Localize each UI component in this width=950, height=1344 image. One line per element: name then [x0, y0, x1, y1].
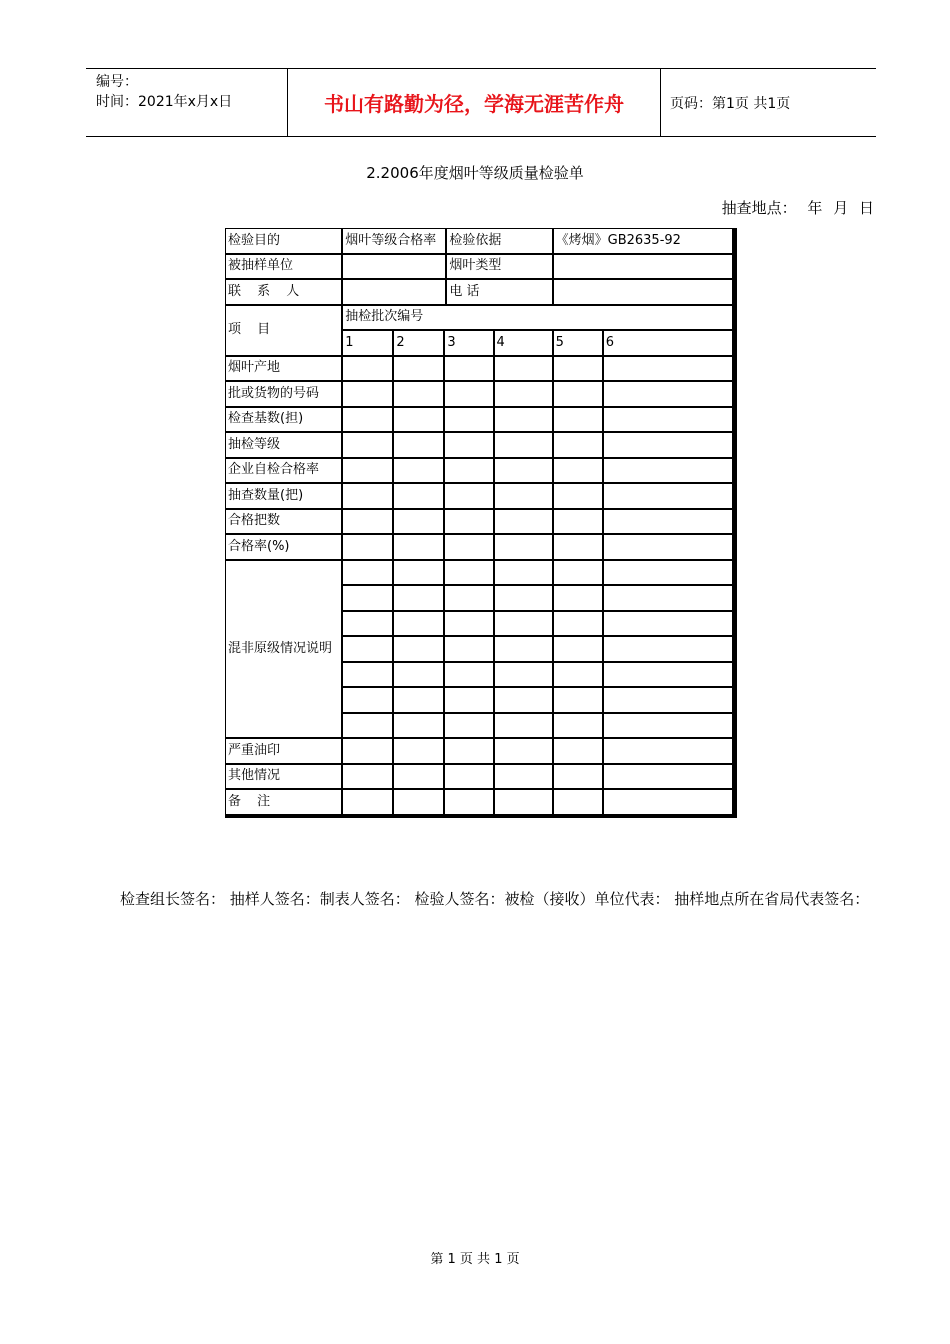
- data-cell[interactable]: [445, 612, 494, 638]
- row-label-oil-stain: 严重油印: [226, 739, 343, 765]
- inspection-place: [716, 197, 874, 218]
- data-cell[interactable]: [343, 357, 394, 383]
- basis-value[interactable]: 《烤烟》GB2635-92: [554, 229, 734, 255]
- data-cell[interactable]: [554, 790, 604, 816]
- basis-label: 检验依据: [445, 229, 553, 255]
- row-label-origin: 烟叶产地: [226, 357, 343, 383]
- row-label-grade: 抽检等级: [226, 433, 343, 459]
- data-cell[interactable]: [604, 357, 734, 383]
- data-cell[interactable]: [554, 714, 604, 740]
- data-cell[interactable]: [554, 357, 604, 383]
- table-row: [226, 382, 734, 408]
- data-cell[interactable]: [445, 459, 494, 485]
- data-cell[interactable]: [394, 739, 445, 765]
- time-label: 时间：2021年x月x日: [96, 94, 233, 110]
- data-cell[interactable]: [343, 459, 394, 485]
- data-cell[interactable]: [495, 790, 554, 816]
- batch-number: 4: [495, 331, 554, 357]
- data-cell[interactable]: [394, 510, 445, 536]
- data-cell[interactable]: [604, 688, 734, 714]
- data-cell[interactable]: [495, 484, 554, 510]
- data-cell[interactable]: [343, 484, 394, 510]
- data-cell[interactable]: [394, 586, 445, 612]
- data-cell[interactable]: [554, 739, 604, 765]
- batch-number: 3: [445, 331, 494, 357]
- data-cell[interactable]: [495, 357, 554, 383]
- data-cell[interactable]: [604, 535, 734, 561]
- row-label-lot-number: 批或货物的号码: [226, 382, 343, 408]
- table-row: [226, 535, 734, 561]
- data-cell[interactable]: [495, 688, 554, 714]
- data-cell[interactable]: [394, 561, 445, 587]
- data-cell[interactable]: [394, 714, 445, 740]
- data-cell[interactable]: [445, 484, 494, 510]
- data-cell[interactable]: [343, 408, 394, 434]
- phone-label: 电 话: [445, 280, 553, 306]
- serial-label: 编号：: [96, 74, 138, 90]
- batch-number: 1: [343, 331, 394, 357]
- data-cell[interactable]: [495, 433, 554, 459]
- data-cell[interactable]: [343, 739, 394, 765]
- data-cell[interactable]: [604, 408, 734, 434]
- data-cell[interactable]: [495, 459, 554, 485]
- data-cell[interactable]: [554, 637, 604, 663]
- data-cell[interactable]: [445, 382, 494, 408]
- table-row: [226, 459, 734, 485]
- data-cell[interactable]: [394, 459, 445, 485]
- table-row: [226, 484, 734, 510]
- data-cell[interactable]: [604, 739, 734, 765]
- data-cell[interactable]: [445, 739, 494, 765]
- sampled-unit-value[interactable]: [343, 255, 445, 281]
- data-cell[interactable]: [394, 433, 445, 459]
- data-cell[interactable]: [343, 637, 394, 663]
- table-row: [226, 408, 734, 434]
- data-cell[interactable]: [554, 459, 604, 485]
- data-cell[interactable]: [604, 459, 734, 485]
- data-cell[interactable]: [445, 510, 494, 536]
- date-month: 月: [833, 199, 849, 217]
- data-cell[interactable]: [495, 714, 554, 740]
- data-cell[interactable]: [495, 765, 554, 791]
- data-cell[interactable]: [445, 561, 494, 587]
- data-cell[interactable]: [495, 637, 554, 663]
- data-cell[interactable]: [445, 688, 494, 714]
- date-year: 年: [807, 199, 823, 217]
- data-cell[interactable]: [495, 408, 554, 434]
- data-cell[interactable]: [445, 408, 494, 434]
- data-cell[interactable]: [445, 586, 494, 612]
- data-cell[interactable]: [554, 408, 604, 434]
- data-cell[interactable]: [495, 510, 554, 536]
- table-row: [226, 306, 734, 332]
- contact-value[interactable]: [343, 280, 445, 306]
- row-label-qualified-count: 合格把数: [226, 510, 343, 536]
- data-cell[interactable]: [554, 484, 604, 510]
- data-cell[interactable]: [554, 382, 604, 408]
- batch-number: 5: [554, 331, 604, 357]
- data-cell[interactable]: [394, 663, 445, 689]
- phone-value[interactable]: [554, 280, 734, 306]
- data-cell[interactable]: [495, 739, 554, 765]
- row-label-qualified-rate: 合格率(%): [226, 535, 343, 561]
- table-row: [226, 255, 734, 281]
- data-cell[interactable]: [554, 688, 604, 714]
- signature-line: 检查组长签名： 抽样人签名：制表人签名： 检验人签名：被检（接收）单位代表： 抽样地点所在省局代表签名：: [120, 890, 870, 908]
- date-day: 日: [858, 199, 874, 217]
- row-label-remarks: 备 注: [226, 790, 343, 816]
- data-cell[interactable]: [445, 535, 494, 561]
- header-page-info: 页码：第1页 共1页: [670, 96, 791, 112]
- data-cell[interactable]: [604, 765, 734, 791]
- table-row: [226, 510, 734, 536]
- data-cell[interactable]: [343, 433, 394, 459]
- purpose-label: 检验目的: [226, 229, 343, 255]
- data-cell[interactable]: [445, 765, 494, 791]
- data-cell[interactable]: [554, 765, 604, 791]
- header-top-rule: [86, 68, 876, 69]
- data-cell[interactable]: [604, 586, 734, 612]
- batch-number: 2: [394, 331, 445, 357]
- data-cell[interactable]: [495, 382, 554, 408]
- data-cell[interactable]: [394, 612, 445, 638]
- data-cell[interactable]: [343, 612, 394, 638]
- data-cell[interactable]: [343, 688, 394, 714]
- data-cell[interactable]: [604, 790, 734, 816]
- table-row: [226, 433, 734, 459]
- tobacco-type-value[interactable]: [554, 255, 734, 281]
- data-cell[interactable]: [604, 714, 734, 740]
- data-cell[interactable]: [394, 357, 445, 383]
- data-cell[interactable]: [495, 612, 554, 638]
- header-bottom-rule: [86, 136, 876, 137]
- data-cell[interactable]: [394, 637, 445, 663]
- data-cell[interactable]: [495, 663, 554, 689]
- table-row: [226, 280, 734, 306]
- mixed-grade-label: 混非原级情况说明: [226, 561, 343, 740]
- table-row: [226, 790, 734, 816]
- inspection-form-table: [225, 228, 737, 818]
- data-cell[interactable]: [604, 484, 734, 510]
- row-label-self-check-rate: 企业自检合格率: [226, 459, 343, 485]
- data-cell[interactable]: [445, 433, 494, 459]
- data-cell[interactable]: [445, 357, 494, 383]
- data-cell[interactable]: [343, 510, 394, 536]
- contact-label: 联 系 人: [226, 280, 343, 306]
- data-cell[interactable]: [445, 714, 494, 740]
- table-row: [226, 739, 734, 765]
- header-divider: [660, 69, 661, 136]
- data-cell[interactable]: [554, 663, 604, 689]
- table-row: [226, 357, 734, 383]
- table-row: [226, 765, 734, 791]
- page-footer: 第 1 页 共 1 页: [430, 1252, 520, 1267]
- data-cell[interactable]: [604, 663, 734, 689]
- data-cell[interactable]: [343, 561, 394, 587]
- data-cell[interactable]: [394, 688, 445, 714]
- batch-header: 抽检批次编号: [343, 306, 734, 332]
- data-cell[interactable]: [495, 561, 554, 587]
- data-cell[interactable]: [394, 382, 445, 408]
- data-cell[interactable]: [445, 790, 494, 816]
- data-cell[interactable]: [604, 637, 734, 663]
- data-cell[interactable]: [554, 561, 604, 587]
- tobacco-type-label: 烟叶类型: [445, 255, 553, 281]
- table-row: [226, 229, 734, 255]
- data-cell[interactable]: [343, 714, 394, 740]
- sampled-unit-label: 被抽样单位: [226, 255, 343, 281]
- row-label-base-quantity: 检查基数(担): [226, 408, 343, 434]
- purpose-value[interactable]: 烟叶等级合格率: [343, 229, 445, 255]
- data-cell[interactable]: [554, 535, 604, 561]
- data-cell[interactable]: [343, 535, 394, 561]
- data-cell[interactable]: [394, 535, 445, 561]
- data-cell[interactable]: [495, 586, 554, 612]
- data-cell[interactable]: [604, 612, 734, 638]
- data-cell[interactable]: [495, 535, 554, 561]
- data-cell[interactable]: [343, 382, 394, 408]
- data-cell[interactable]: [343, 586, 394, 612]
- data-cell[interactable]: [445, 663, 494, 689]
- header-info: [96, 72, 232, 112]
- batch-number: 6: [604, 331, 734, 357]
- data-cell[interactable]: [604, 382, 734, 408]
- data-cell[interactable]: [394, 484, 445, 510]
- data-cell[interactable]: [343, 790, 394, 816]
- data-cell[interactable]: [554, 510, 604, 536]
- data-cell[interactable]: [554, 586, 604, 612]
- data-cell[interactable]: [604, 510, 734, 536]
- table-row: [226, 561, 734, 587]
- data-cell[interactable]: [343, 663, 394, 689]
- data-cell[interactable]: [604, 561, 734, 587]
- header-motto: 书山有路勤为径，学海无涯苦作舟: [324, 92, 624, 116]
- document-title: 2.2006年度烟叶等级质量检验单: [366, 164, 584, 182]
- row-label-sample-count: 抽查数量(把): [226, 484, 343, 510]
- data-cell[interactable]: [394, 765, 445, 791]
- data-cell[interactable]: [554, 433, 604, 459]
- row-label-other: 其他情况: [226, 765, 343, 791]
- data-cell[interactable]: [394, 408, 445, 434]
- data-cell[interactable]: [445, 637, 494, 663]
- place-label: 抽查地点：: [721, 199, 797, 217]
- data-cell[interactable]: [554, 612, 604, 638]
- item-label: 项 目: [226, 306, 343, 357]
- data-cell[interactable]: [343, 765, 394, 791]
- data-cell[interactable]: [604, 433, 734, 459]
- data-cell[interactable]: [394, 790, 445, 816]
